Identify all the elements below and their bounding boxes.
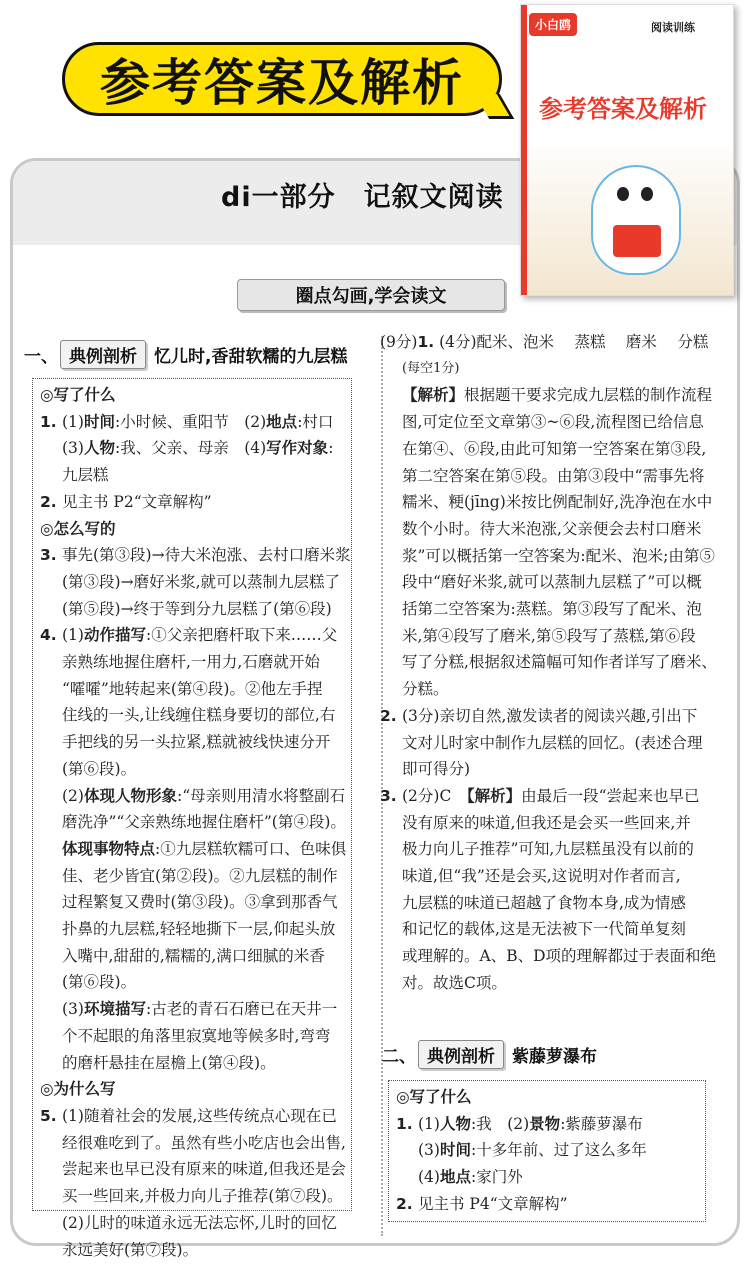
text-line	[40, 783, 350, 810]
text-line	[380, 569, 730, 596]
text-line	[380, 970, 730, 997]
item-number: 3.	[40, 546, 57, 565]
bold-label: 【解析】	[402, 386, 465, 405]
text-line	[380, 409, 730, 436]
text-line	[380, 356, 730, 383]
line-text: :“母亲则用清水将整副石	[176, 786, 346, 805]
text-line	[40, 916, 350, 943]
section-badge: 典例剖析	[418, 1040, 504, 1069]
line-text: :	[328, 439, 334, 458]
line-text: :①九层糕软糯可口、色味俱	[155, 839, 347, 858]
book-logo: 小白鸥	[529, 13, 577, 36]
text-line	[40, 409, 350, 436]
text-line	[380, 730, 730, 757]
line-text: 住线的一头,让线缠住糕身要切的部位,右	[62, 706, 336, 725]
line-text: :家门外	[470, 1168, 523, 1187]
text-line	[40, 809, 350, 836]
text-line	[40, 1023, 350, 1050]
line-text: 段中“磨好米浆,就可以蒸制九层糕了”可以概	[402, 573, 702, 592]
text-line	[380, 649, 730, 676]
line-text: 九层糕的味道已超越了食物本身,成为情感	[402, 893, 686, 912]
line-text: (2)	[62, 786, 84, 805]
bold-label: 时间	[439, 1141, 471, 1160]
text-line	[40, 969, 350, 996]
bird-mascot-icon	[591, 165, 681, 275]
line-text: (第⑥段)。	[62, 973, 137, 992]
text-line	[380, 756, 730, 783]
text-line	[40, 462, 350, 489]
text-line	[380, 596, 730, 623]
line-text: 和记忆的载体,这是无法被下一代简单复刻	[402, 920, 686, 939]
text-line	[380, 543, 730, 570]
item-number: 2.	[380, 706, 397, 725]
text-line	[380, 863, 730, 890]
line-text: 见主书 P2“文章解构”	[62, 492, 212, 511]
line-text: :我、父亲、母亲 (4)	[114, 439, 267, 458]
line-text: 过程繁复又费时(第③段)。③拿到那香气	[62, 893, 338, 912]
line-text: (1)	[62, 626, 84, 645]
line-text: 经很难吃到了。虽然有些小吃店也会出售,	[62, 1133, 346, 1152]
bold-label: 体现事物特点	[62, 839, 156, 858]
text-line	[40, 596, 350, 623]
text-line	[380, 676, 730, 703]
line-text: (9分)	[380, 333, 418, 351]
bold-label: 动作描写	[83, 626, 146, 645]
part-title: di一部分 记叙文阅读	[221, 182, 504, 213]
text-line	[40, 1130, 350, 1157]
answer-banner: 参考答案及解析	[62, 42, 502, 116]
line-text: 入嘴中,甜甜的,糯糯的,满口细腻的米香	[62, 946, 325, 965]
bold-label: 体现人物形象	[83, 786, 177, 805]
line-text: (4分)配米、泡米 蒸糕 磨米 分糕	[434, 333, 709, 351]
text-line	[40, 863, 350, 890]
line-text: 分糕。	[402, 680, 449, 699]
line-text: (2)儿时的味道永远无法忘怀,儿时的回忆	[62, 1213, 337, 1232]
line-text: 由最后一段“尝起来也早已	[521, 786, 700, 805]
line-text: 个不起眼的角落里寂寞地等候多时,弯弯	[62, 1026, 331, 1045]
section-2-heading	[382, 1040, 597, 1069]
bold-label: 【解析】	[466, 786, 522, 805]
item-number: 2.	[396, 1194, 413, 1213]
section-tab: 圈点勾画,学会读文	[237, 279, 505, 311]
line-text: (2分)C	[402, 786, 467, 805]
line-text: 对。故选C项。	[402, 973, 507, 992]
line-text: :十多年前、过了这么多年	[470, 1141, 647, 1160]
line-text: 事先(第③段)→待大米泡涨、去村口磨米浆	[62, 546, 351, 565]
text-line	[40, 756, 350, 783]
bold-label: 人物	[83, 439, 115, 458]
line-text: 买一些回来,并极力向儿子推荐(第⑦段)。	[62, 1187, 343, 1206]
text-line	[40, 836, 350, 863]
text-line	[396, 1191, 701, 1218]
bold-label: 景物	[529, 1114, 561, 1133]
line-text: 没有原来的味道,但我还是会买一些回来,并	[402, 813, 691, 832]
subheading: ◎为什么写	[40, 1080, 116, 1099]
line-text: 磨洗净”“父亲熟练地握住磨杆”(第④段)。	[62, 813, 346, 832]
line-text: 在第④、⑥段,由此可知第一空答案在第③段,	[402, 439, 707, 458]
line-text: 见主书 P4“文章解构”	[418, 1194, 568, 1213]
left-column	[40, 382, 350, 1263]
book-series: 阅读训练	[651, 21, 695, 34]
line-text: (第③段)→磨好米浆,就可以蒸制九层糕了	[62, 572, 341, 591]
line-text: 浆”可以概括第一空答案为:配米、泡米;由第⑤	[402, 546, 715, 565]
line-text: 即可得分)	[402, 760, 471, 779]
line-text: 米,第④段写了磨米,第⑤段写了蒸糕,第⑥段	[402, 626, 696, 645]
bold-label: 人物	[439, 1114, 471, 1133]
text-line	[380, 489, 730, 516]
bold-label: 1.	[417, 333, 435, 351]
section-1-heading	[24, 340, 347, 369]
line-text: :紫藤萝瀑布	[560, 1114, 643, 1133]
text-line	[40, 569, 350, 596]
text-line	[380, 329, 730, 356]
subheading: ◎写了什么	[40, 386, 116, 404]
bold-label: 地点	[439, 1168, 471, 1187]
line-text: (1)随着社会的发展,这些传统点心现在已	[62, 1106, 337, 1125]
item-number: 1.	[40, 412, 57, 431]
item-number: 4.	[40, 626, 57, 645]
line-text: (第⑤段)→终于等到分九层糕了(第⑥段)	[62, 599, 332, 618]
item-number: 3.	[380, 786, 397, 805]
line-text: 糯米、粳(jīng)米按比例配制好,洗净泡在水中	[402, 493, 713, 512]
line-text: 图,可定位至文章第③~⑥段,流程图已给信息	[402, 413, 704, 432]
text-line	[380, 783, 730, 810]
section-badge: 典例剖析	[60, 340, 146, 369]
line-text: :村口	[297, 412, 334, 431]
line-text: (1)	[418, 1114, 440, 1133]
text-line	[380, 810, 730, 837]
line-text: :我 (2)	[470, 1114, 530, 1133]
line-text: 的磨杆悬挂在屋檐上(第④段)。	[62, 1053, 276, 1072]
right-column	[380, 329, 730, 997]
line-text: 写了分糕,根据叙述篇幅可知作者详写了磨米、	[402, 653, 717, 672]
text-line	[40, 676, 350, 703]
line-text: 或理解的。A、B、D项的理解都过于表面和绝	[402, 947, 717, 966]
line-text: 手把线的另一头拉紧,糕就被线快速分开	[62, 733, 331, 752]
line-text: (3)	[62, 1000, 84, 1019]
right-box-content	[396, 1084, 701, 1218]
line-text: :①父亲把磨杆取下来……父	[145, 626, 338, 645]
section-title: 忆儿时,香甜软糯的九层糕	[154, 347, 348, 367]
text-line	[40, 622, 350, 649]
line-text: (3)	[62, 439, 84, 458]
text-line	[40, 943, 350, 970]
line-text: 括第二空答案为:蒸糕。第③段写了配米、泡	[402, 600, 702, 619]
line-text: (第⑥段)。	[62, 759, 137, 778]
item-number: 1.	[396, 1114, 413, 1133]
text-line	[380, 436, 730, 463]
text-line	[40, 1237, 350, 1264]
text-line	[380, 463, 730, 490]
text-line	[40, 729, 350, 756]
text-line	[40, 1103, 350, 1130]
line-text: :古老的青石石磨已在天井一	[145, 1000, 338, 1019]
line-text: 佳、老少皆宜(第②段)。②九层糕的制作	[62, 866, 338, 885]
text-line	[40, 435, 350, 462]
item-number: 2.	[40, 492, 57, 511]
subheading: ◎怎么写的	[40, 519, 116, 538]
item-number: 5.	[40, 1106, 57, 1125]
text-line	[40, 1156, 350, 1183]
text-line	[40, 1183, 350, 1210]
section-title: 紫藤萝瀑布	[512, 1047, 597, 1067]
text-line	[380, 703, 730, 730]
text-line	[380, 916, 730, 943]
text-line	[40, 649, 350, 676]
text-line	[380, 623, 730, 650]
subheading: ◎写了什么	[396, 1088, 472, 1106]
line-text: (1)	[62, 412, 84, 431]
bold-label: 写作对象	[266, 439, 329, 458]
text-line	[380, 890, 730, 917]
section-prefix: 一、	[24, 347, 58, 367]
line-text: 亲熟练地握住磨杆,一用力,石磨就开始	[62, 653, 320, 672]
line-text: :小时候、重阳节 (2)	[114, 412, 267, 431]
bold-label: 环境描写	[83, 1000, 146, 1019]
text-line	[380, 516, 730, 543]
line-text: 极力向儿子推荐”可知,九层糕虽没有以前的	[402, 840, 694, 859]
line-text: 第二空答案在第⑤段。由第③段中“需事先将	[402, 466, 705, 485]
text-line	[396, 1111, 701, 1138]
line-text: (3)	[418, 1141, 440, 1160]
line-text: 扑鼻的九层糕,轻轻地撕下一层,仰起头放	[62, 920, 336, 939]
line-text: 尝起来也早已没有原来的味道,但我还是会	[62, 1160, 346, 1179]
line-text: 根据题干要求完成九层糕的制作流程	[464, 386, 713, 405]
line-text: 数个小时。待大米泡涨,父亲便会去村口磨米	[402, 519, 702, 538]
text-line	[40, 489, 350, 516]
text-line	[40, 1210, 350, 1237]
text-line	[380, 943, 730, 970]
book-cover	[520, 4, 734, 296]
line-text: “嚯嚯”地转起来(第④段)。②他左手捏	[62, 679, 323, 698]
bold-label: 时间	[83, 412, 115, 431]
line-text: (每空1分)	[402, 360, 460, 376]
text-line	[40, 889, 350, 916]
line-text: (4)	[418, 1168, 440, 1187]
section-prefix: 二、	[382, 1047, 416, 1067]
bold-label: 地点	[266, 412, 298, 431]
text-line	[40, 1050, 350, 1077]
text-line	[40, 542, 350, 569]
line-text: (3分)亲切自然,激发读者的阅读兴趣,引出下	[402, 706, 698, 725]
line-text: 九层糕	[62, 466, 109, 485]
text-line	[40, 996, 350, 1023]
book-title: 参考答案及解析	[539, 95, 707, 123]
text-line	[396, 1137, 701, 1164]
text-line	[396, 1164, 701, 1191]
line-text: 永远美好(第⑦段)。	[62, 1240, 199, 1259]
line-text: 味道,但“我”还是会买,这说明对作者而言,	[402, 867, 681, 886]
text-line	[380, 382, 730, 409]
line-text: 文对儿时家中制作九层糕的回忆。(表述合理	[402, 733, 703, 752]
text-line	[40, 702, 350, 729]
text-line	[380, 836, 730, 863]
